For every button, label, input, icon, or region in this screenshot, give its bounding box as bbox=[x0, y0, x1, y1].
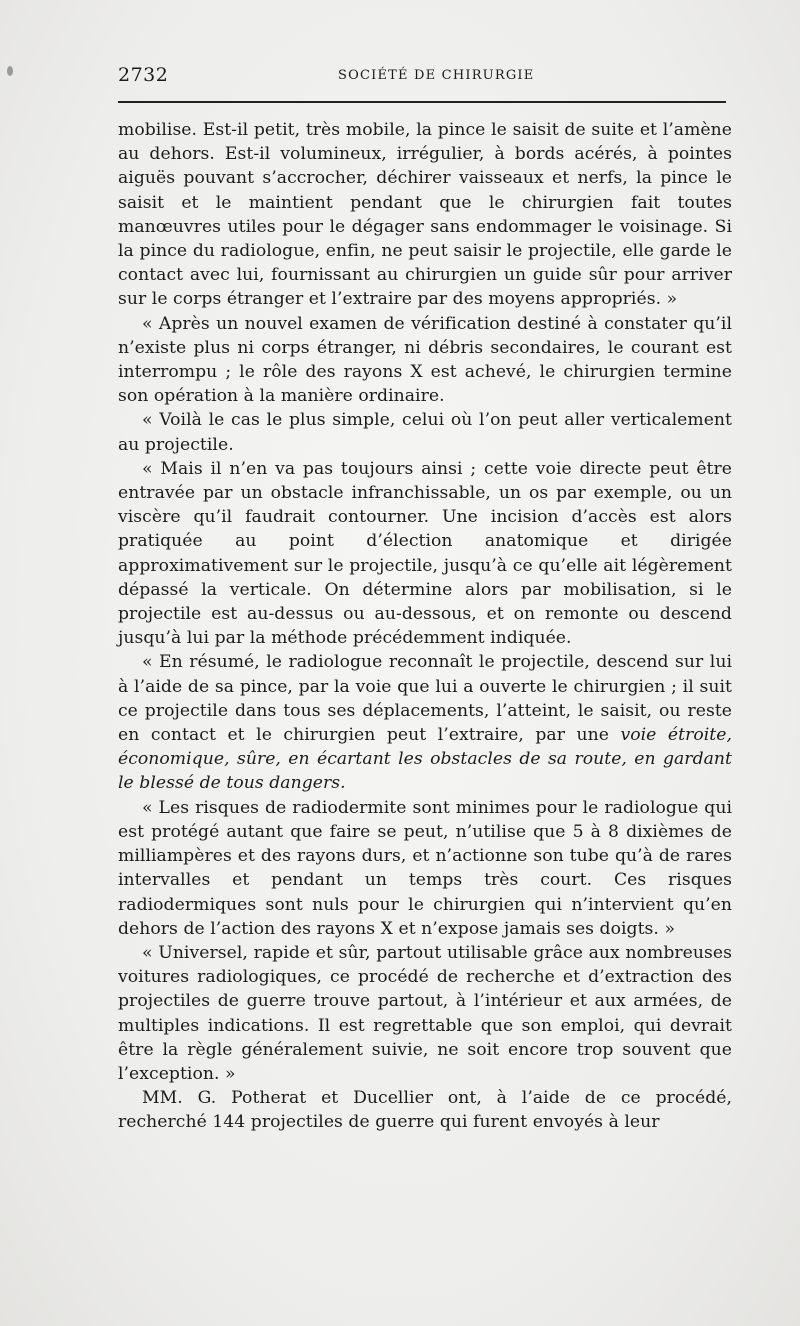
running-head: SOCIÉTÉ DE CHIRURGIE bbox=[338, 68, 535, 83]
paragraph bbox=[118, 1086, 732, 1134]
paragraph bbox=[118, 457, 732, 651]
paragraph-text: MM. G. Potherat et Ducellier ont, à l’aide de ce procédé, recherché 144 projectiles de guerre qui furent envoyés à leur bbox=[118, 1088, 732, 1133]
paragraph-text: mobilise. Est-il petit, très mobile, la pince le saisit de suite et l’amène au dehors. Est-il volumineux, irrégulier, à bords acérés, à pointes aiguës pouvant s’accrocher, déchirer vaisseaux et nerfs, la pince le saisit et le maintient pendant que le chirurgien fait toutes manœuvres utiles pour le dégager sans endommager le voisinage. Si la pince du radiologue, enfin, ne peut saisir le projectile, elle garde le contact avec lui, fournissant au chirurgien un guide sûr pour arriver sur le corps étranger et l’extraire par des moyens appropriés. » bbox=[118, 120, 732, 310]
page-number: 2732 bbox=[118, 64, 169, 86]
header-rule bbox=[118, 101, 726, 103]
paragraph bbox=[118, 312, 732, 409]
page-header bbox=[118, 62, 730, 92]
paragraph-text: « En résumé, le radiologue reconnaît le projectile, descend sur lui à l’aide de sa pince, par la voie que lui a ouverte le chirurgien ; il suit ce projectile dans tous ses déplacements, l’atteint, le saisit, ou reste en contact et le chirurgien peut l’extraire, par une bbox=[118, 652, 732, 746]
paragraph-text: « Les risques de radiodermite sont minimes pour le radiologue qui est protégé autant que faire se peut, n’utilise que 5 à 8 dixièmes de milliampères et des rayons durs, et n’actionne son tube qu’à de rares intervalles et pendant un temps très court. Ces risques radiodermiques sont nuls pour le chirurgien qui n’intervient qu’en dehors de l’action des rayons X et n’expose jamais ses doigts. » bbox=[118, 797, 732, 939]
paragraph-italic-text: voie étroite, économique, sûre, en écartant les obstacles de sa route, en gardant le blessé de tous dangers. bbox=[118, 725, 732, 794]
page-blemish bbox=[7, 66, 13, 76]
paragraph bbox=[118, 118, 732, 312]
body-text bbox=[118, 118, 732, 1135]
paragraph-text: « Universel, rapide et sûr, partout utilisable grâce aux nombreuses voitures radiologiques, ce procédé de recherche et d’extraction des projectiles de guerre trouve partout, à l’intérieur et aux armées, de multiples indications. Il est regrettable que son emploi, qui devrait être la règle généralement suivie, ne soit encore trop souvent que l’exception. » bbox=[118, 942, 732, 1084]
paragraph bbox=[118, 941, 732, 1086]
paragraph-text: « Après un nouvel examen de vérification destiné à constater qu’il n’existe plus ni corps étranger, ni débris secondaires, le courant est interrompu ; le rôle des rayons X est achevé, le chirurgien termine son opération à la manière ordinaire. bbox=[118, 313, 732, 407]
paragraph-text: « Mais il n’en va pas toujours ainsi ; cette voie directe peut être entravée par un obstacle infranchissable, un os par exemple, ou un viscère qu’il faudrait contourner. Une incision d’accès est alors pratiquée au point d’élection anatomique et dirigée approximativement sur le projectile, jusqu’à ce qu’elle ait légèrement dépassé la verticale. On détermine alors par mobilisation, si le projectile est au-dessus ou au-dessous, et on remonte ou descend jusqu’à lui par la méthode précédemment indiquée. bbox=[118, 458, 732, 649]
paragraph-text: « Voilà le cas le plus simple, celui où l’on peut aller verticalement au projectile. bbox=[118, 410, 732, 455]
paragraph bbox=[118, 796, 732, 941]
paragraph bbox=[118, 650, 732, 795]
paragraph bbox=[118, 408, 732, 456]
